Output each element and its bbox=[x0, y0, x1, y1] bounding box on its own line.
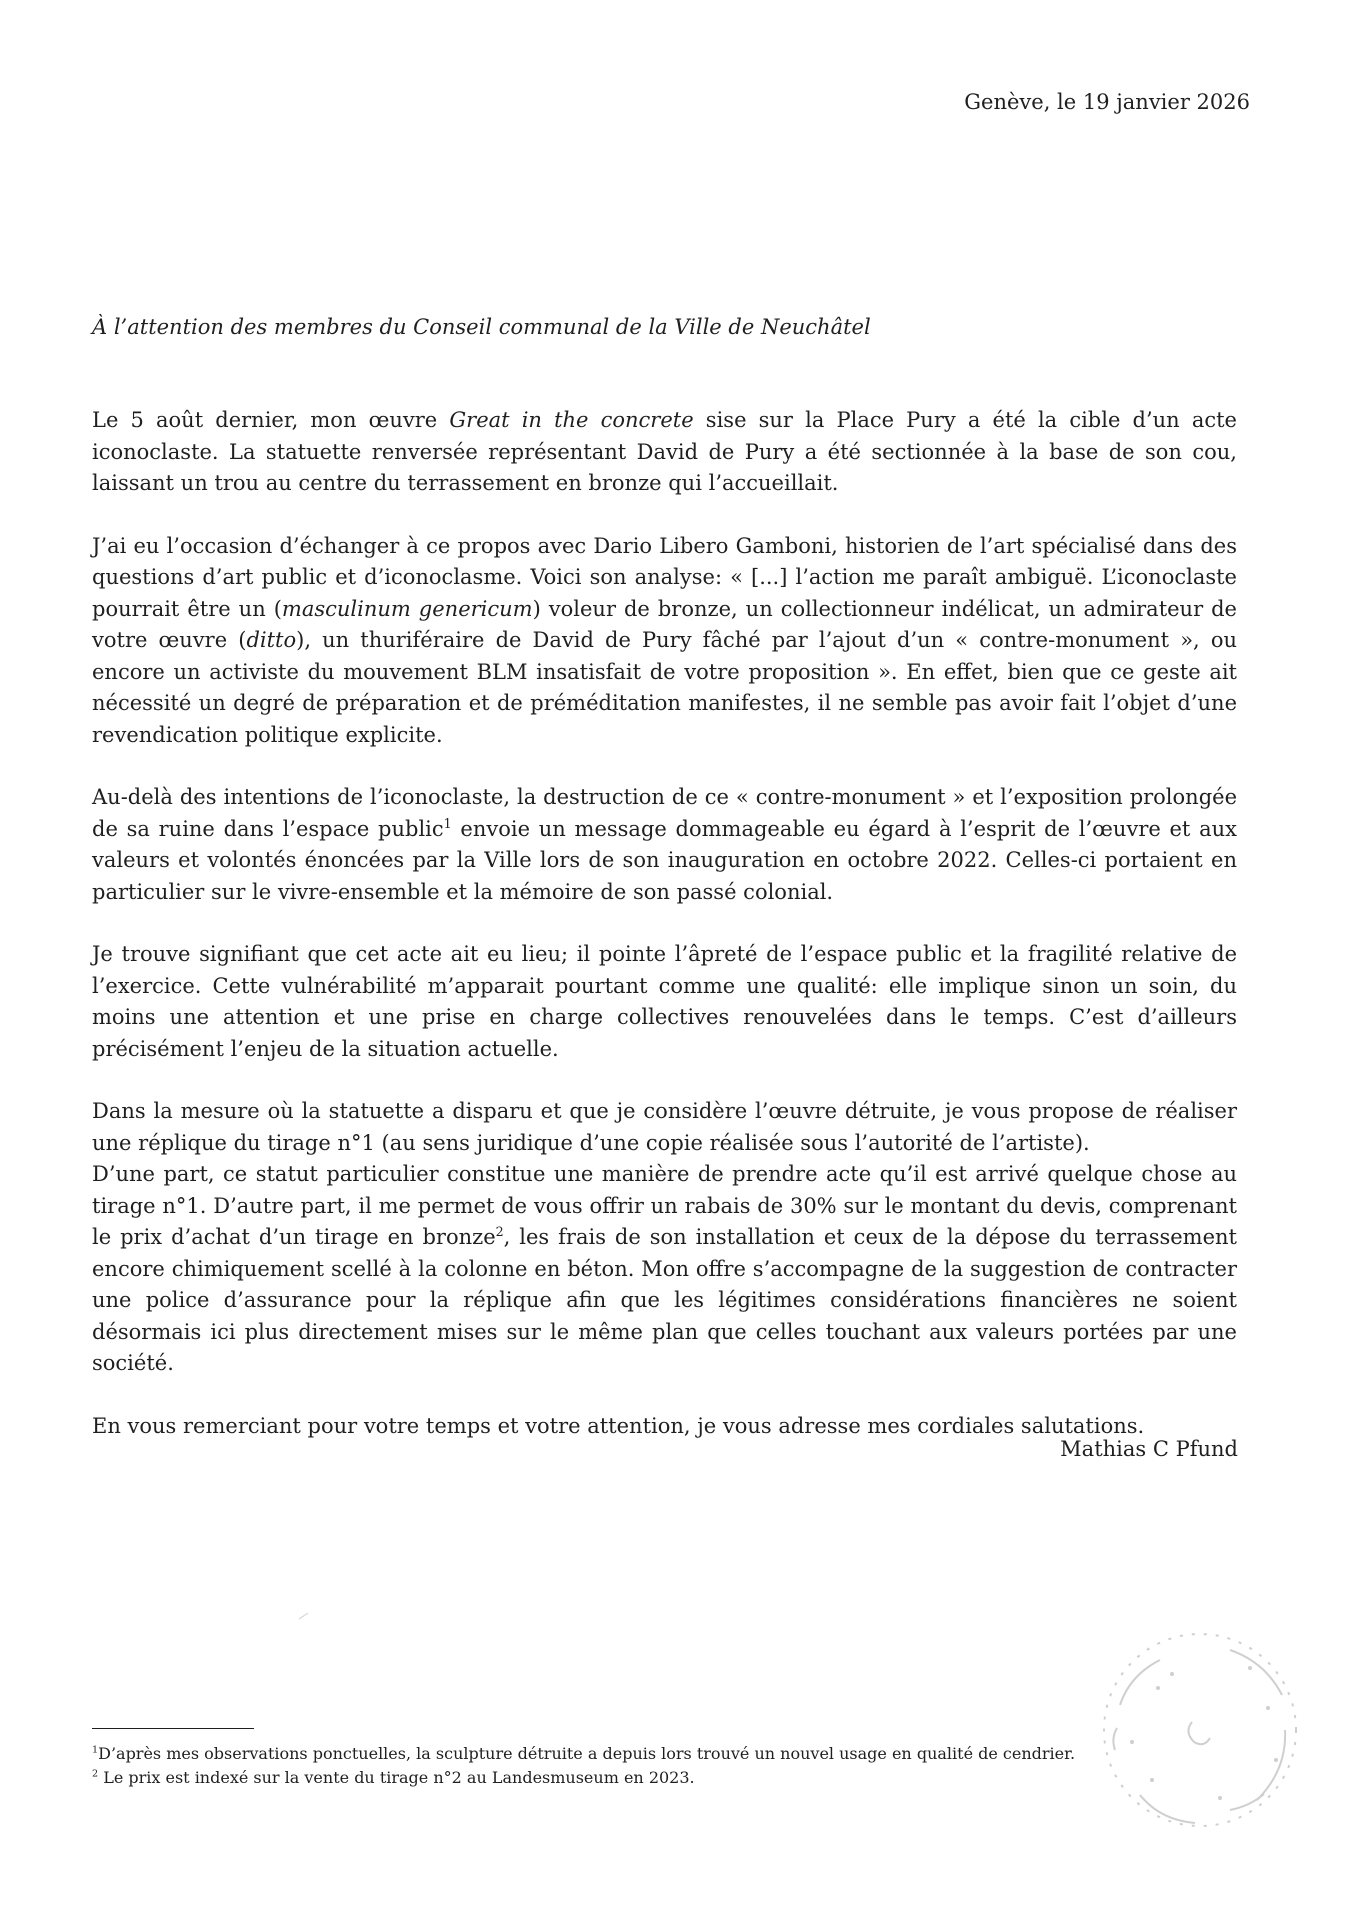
italic-ditto: ditto bbox=[246, 628, 297, 652]
footnotes bbox=[92, 1742, 1242, 1790]
paragraph-2-text-end: ), un thuriféraire de David de Pury fâché par l’ajout d’un « contre-monument », ou encore un activiste du mouvement BLM insatisfait de votre proposition ». En effet, bien que ce geste ait nécessité un degré de préparation et de préméditation manifestes, il ne semble pas avoir fait l’objet d’une revendication politique explicite. bbox=[92, 628, 1238, 747]
artwork-title: Great in the concrete bbox=[449, 408, 694, 432]
letter-body bbox=[92, 405, 1237, 1473]
footnote-text: D’après mes observations ponctuelles, la sculpture détruite a depuis lors trouvé un nouvel usage en qualité de cendrier. bbox=[98, 1744, 1076, 1763]
paragraph-3-text: Au-delà des intentions de l’iconoclaste, la destruction de ce « contre-monument » et l’exposition prolongée de sa ruine dans l’espace public bbox=[92, 785, 1237, 841]
paragraph-6-text: D’une part, ce statut particulier constitue une manière de prendre acte qu’il est arrivé quelque chose au tirage n°1. D’autre part, il me permet de vous offrir un rabais de 30% sur le montant du devis, comprenant le prix d’achat d’un tirage en bronze bbox=[92, 1162, 1237, 1249]
paragraph-1-text-end: sise sur la Place Pury a été la cible d’un acte iconoclaste. La statuette renversée représentant David de Pury a été sectionnée à la base de son cou, laissant un trou au centre du terrassement en bronze qui l’accueillait. bbox=[92, 408, 1237, 495]
footnote-mark: 2 bbox=[92, 1768, 99, 1780]
letter-date: Genève, le 19 janvier 2026 bbox=[964, 90, 1250, 114]
footnote-2 bbox=[92, 1766, 1242, 1790]
paragraph-6-text-end: , les frais de son installation et ceux de la dépose du terrassement encore chimiquement scellé à la colonne en béton. Mon offre s’accompagne de la suggestion de contracter une police d’assurance pour la réplique afin que les légitimes considérations financières ne soient désormais ici plus directement mises sur le même plan que celles touchant aux valeurs portées par une société. bbox=[92, 1225, 1237, 1375]
paragraph-1-text: Le 5 août dernier, mon œuvre bbox=[92, 408, 450, 432]
signature-name: Mathias C Pfund bbox=[1060, 1437, 1238, 1461]
paragraph-2-text: J’ai eu l’occasion d’échanger à ce propos avec Dario Libero Gamboni, historien de l’art spécialisé dans des questions d’art public et d’iconoclasme. Voici son analyse: « [...] l’action me paraît ambiguë. L’iconoclaste pourrait être un ( bbox=[92, 533, 1237, 621]
italic-masculinum: masculinum genericum bbox=[281, 596, 533, 621]
letter-recipient: À l’attention des membres du Conseil communal de la Ville de Neuchâtel bbox=[92, 315, 871, 339]
footnote-mark: 1 bbox=[92, 1744, 99, 1756]
paragraph-1 bbox=[92, 405, 1237, 500]
embossed-seal bbox=[1080, 1610, 1320, 1850]
footnote-divider bbox=[92, 1728, 254, 1729]
footnote-1 bbox=[92, 1742, 1242, 1766]
footnote-ref-1: 1 bbox=[443, 815, 452, 831]
stray-mark bbox=[298, 1612, 310, 1620]
paragraph-7: En vous remerciant pour votre temps et votre attention, je vous adresse mes cordiales salutations. bbox=[92, 1413, 1145, 1438]
paragraph-2-text-mid: ) voleur de bronze, un collectionneur indélicat, un admirateur de votre œuvre ( bbox=[92, 596, 1237, 652]
footnote-ref-2: 2 bbox=[495, 1224, 504, 1239]
paragraph-6 bbox=[92, 1159, 1237, 1380]
paragraph-4: Je trouve signifiant que cet acte ait eu lieu; il pointe l’âpreté de l’espace public et la fragilité relative de l’exercice. Cette vulnérabilité m’apparait pourtant comme une qualité: elle implique sinon un soin, du moins une attention et une prise en charge collectives renouvelées dans le temps. C’est d’ailleurs précisément l’enjeu de la situation actuelle. bbox=[92, 942, 1237, 1061]
paragraph-5: Dans la mesure où la statuette a disparu et que je considère l’œuvre détruite, je vous propose de réaliser une réplique du tirage n°1 (au sens juridique d’une copie réalisée sous l’autorité de l’artiste). bbox=[92, 1099, 1237, 1155]
paragraph-3 bbox=[92, 782, 1237, 908]
paragraph-2 bbox=[92, 531, 1237, 752]
footnote-text: Le prix est indexé sur la vente du tirage n°2 au Landesmuseum en 2023. bbox=[98, 1768, 695, 1787]
paragraph-3-text-end: envoie un message dommageable eu égard à l’esprit de l’œuvre et aux valeurs et volontés énoncées par la Ville lors de son inauguration en octobre 2022. Celles-ci portaient en particulier sur le vivre-ensemble et la mémoire de son passé colonial. bbox=[92, 816, 1237, 904]
